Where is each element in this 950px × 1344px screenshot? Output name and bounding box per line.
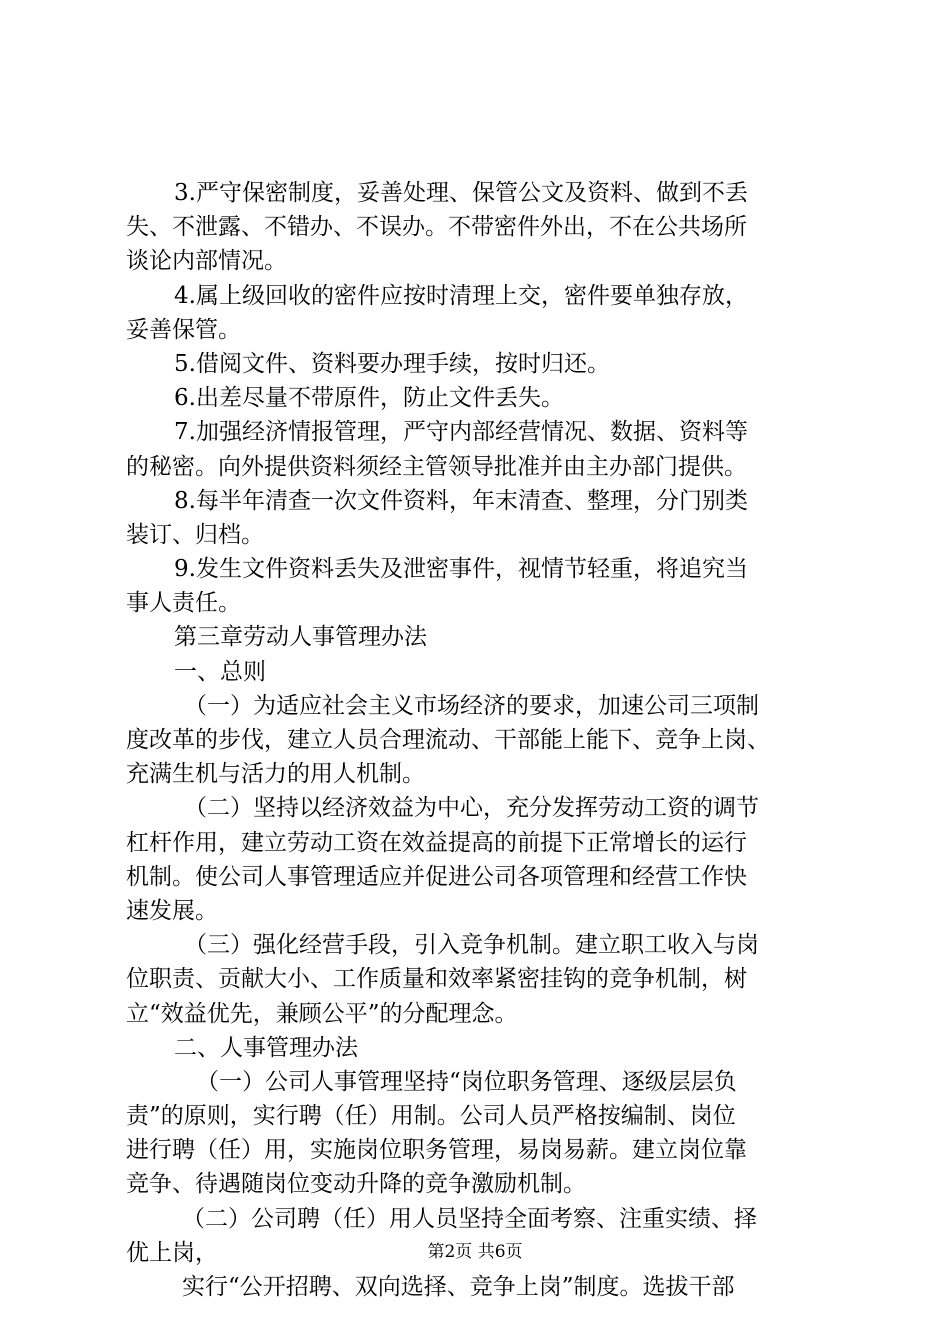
paragraph-line: 的秘密。向外提供资料须经主管领导批准并由主办部门提供。: [126, 453, 747, 480]
paragraph-line: 进行聘（任）用，实施岗位职务管理，易岗易薪。建立岗位靠: [126, 1137, 747, 1164]
paragraph-line: （一）公司人事管理坚持“岗位职务管理、逐级层层负: [196, 1068, 737, 1095]
paragraph-line: 妥善保管。: [126, 316, 241, 343]
paragraph-line: 责”的原则，实行聘（任）用制。公司人员严格按编制、岗位: [126, 1103, 736, 1130]
paragraph-line: 4.属上级回收的密件应按时清理上交，密件要单独存放，: [174, 282, 748, 309]
paragraph-line: 事人责任。: [126, 590, 241, 617]
paragraph-line: 7.加强经济情报管理，严守内部经营情况、数据、资料等: [174, 419, 748, 446]
section-heading: 二、人事管理办法: [174, 1034, 358, 1061]
paragraph-line: 充满生机与活力的用人机制。: [126, 761, 425, 788]
paragraph-line: 位职责、贡献大小、工作质量和效率紧密挂钩的竞争机制，树: [126, 966, 747, 993]
paragraph-line: 实行“公开招聘、双向选择、竞争上岗”制度。选拔干部: [182, 1274, 735, 1300]
paragraph-line: 机制。使公司人事管理适应并促进公司各项管理和经营工作快: [126, 863, 747, 890]
paragraph-line: （一）为适应社会主义市场经济的要求，加速公司三项制: [184, 692, 759, 719]
paragraph-line: 速发展。: [126, 897, 218, 924]
paragraph-line: 杠杆作用，建立劳动工资在效益提高的前提下正常增长的运行: [126, 829, 747, 856]
document-body: [126, 176, 838, 1304]
paragraph-line: 竞争、待遇随岗位变动升降的竞争激励机制。: [126, 1171, 586, 1198]
paragraph-line: 9.发生文件资料丢失及泄密事件，视情节轻重，将追究当: [174, 556, 748, 583]
paragraph-line: 5.借阅文件、资料要办理手续，按时归还。: [174, 350, 610, 377]
section-heading: 一、总则: [174, 658, 266, 685]
page-number: 第2页 共6页: [427, 1242, 523, 1262]
page-footer: [0, 1240, 950, 1264]
paragraph-line: 6.出差尽量不带原件，防止文件丢失。: [174, 385, 564, 412]
paragraph-line: 失、不泄露、不错办、不误办。不带密件外出，不在公共场所: [126, 214, 747, 241]
paragraph-line: （三）强化经营手段，引入竞争机制。建立职工收入与岗: [184, 932, 759, 959]
paragraph-line: 优上岗，: [126, 1239, 218, 1266]
paragraph-line: 装订、归档。: [126, 521, 264, 548]
paragraph-line: （二）公司聘（任）用人员坚持全面考察、注重实绩、择: [182, 1205, 757, 1232]
paragraph-line: 3.严守保密制度，妥善处理、保管公文及资料、做到不丢: [174, 180, 748, 206]
chapter-heading: 第三章劳动人事管理办法: [174, 624, 427, 651]
paragraph-line: 度改革的步伐，建立人员合理流动、干部能上能下、竞争上岗、: [126, 727, 770, 753]
paragraph-line: 8.每半年清查一次文件资料，年末清查、整理，分门别类: [174, 487, 748, 514]
paragraph-line: 谈论内部情况。: [126, 248, 287, 275]
paragraph-line: 立“效益优先，兼顾公平”的分配理念。: [126, 1000, 518, 1027]
paragraph-line: （二）坚持以经济效益为中心，充分发挥劳动工资的调节: [184, 795, 759, 822]
